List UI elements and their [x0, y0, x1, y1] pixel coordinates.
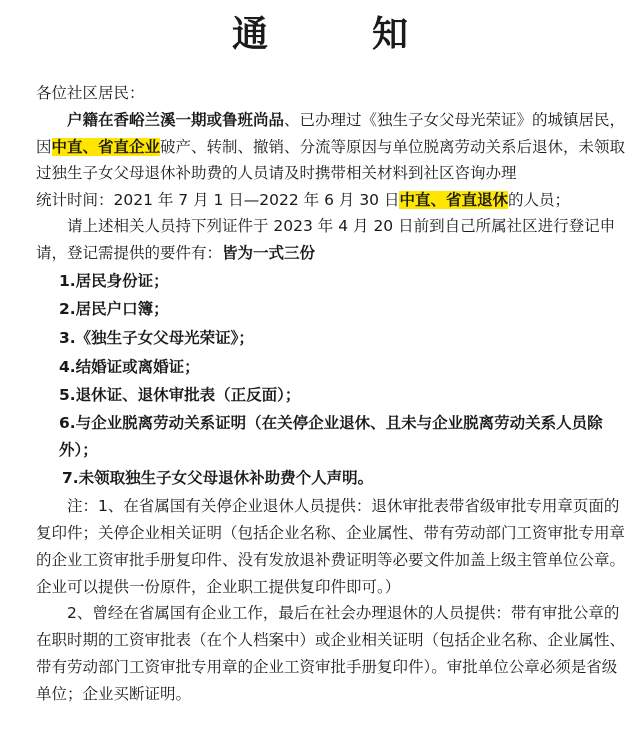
- greeting: 各位社区居民：: [36, 84, 145, 102]
- list-item: 4.结婚证或离婚证；: [59, 358, 200, 376]
- paragraph-registration: [36, 213, 626, 266]
- list-item: 5.退休证、退休审批表（正反面）；: [59, 386, 301, 404]
- list-item: 2.居民户口簿；: [59, 300, 169, 318]
- notice-title: 通 知: [231, 14, 442, 55]
- eligibility-text-b: 破产、转制、撤销、分流等原因与单位脱离劳动关系后退休，未领取过独生子女父母退休补助费的人员请及时携带相关材料到社区咨询办理: [36, 137, 626, 182]
- list-item: 1.居民身份证；: [59, 272, 169, 290]
- stat-period-text: 统计时间：2021 年 7 月 1 日—2022 年 6 月 30 日: [36, 191, 400, 209]
- highlight-enterprise: 中直、省直企业: [51, 137, 161, 156]
- note-2: 2、曾经在省属国有企业工作，最后在社会办理退休的人员提供：带有审批公章的在职时期的工资审批表（在个人档案中）或企业相关证明（包括企业名称、企业属性、带有劳动部门工资审批专用章的企业工资审批手册复印件）。审批单位公章必须是省级单位；企业买断证明。: [36, 604, 626, 703]
- stat-period-end: 的人员；: [508, 191, 571, 209]
- highlight-retired: 中直、省直退休: [399, 191, 508, 209]
- list-item: 6.与企业脱离劳动关系证明（在关停企业退休、且未与企业脱离劳动关系人员除外）；: [59, 414, 603, 459]
- registration-text: 请上述相关人员持下列证件于 2023 年 4 月 20 日前到自己所属社区进行登记申请，登记需提供的要件有：: [36, 217, 616, 262]
- note-1: 注：1、在省属国有关停企业退休人员提供：退休审批表带省级审批专用章页面的复印件；关停企业相关证明（包括企业名称、企业属性、带有劳动部门工资审批专用章的企业工资审批手册复印件、没有发放退补费证明等必要文件加盖上级主管单位公章。企业可以提供一份原件，企业职工提供复印件即可。）: [36, 497, 626, 596]
- list-item: 3.《独生子女父母光荣证》；: [59, 329, 254, 347]
- eligibility-text-a: 、已办理过《独生子女父母光荣证》的城镇居民，因: [36, 111, 626, 156]
- paragraph-eligibility: [36, 107, 626, 187]
- paragraph-stat-period: [36, 187, 626, 214]
- residence-condition: 户籍在香峪兰溪一期或鲁班尚品: [67, 111, 285, 129]
- list-item: 7.未领取独生子女父母退休补助费个人声明。: [62, 469, 374, 487]
- three-copies-note: 皆为一式三份: [222, 243, 316, 262]
